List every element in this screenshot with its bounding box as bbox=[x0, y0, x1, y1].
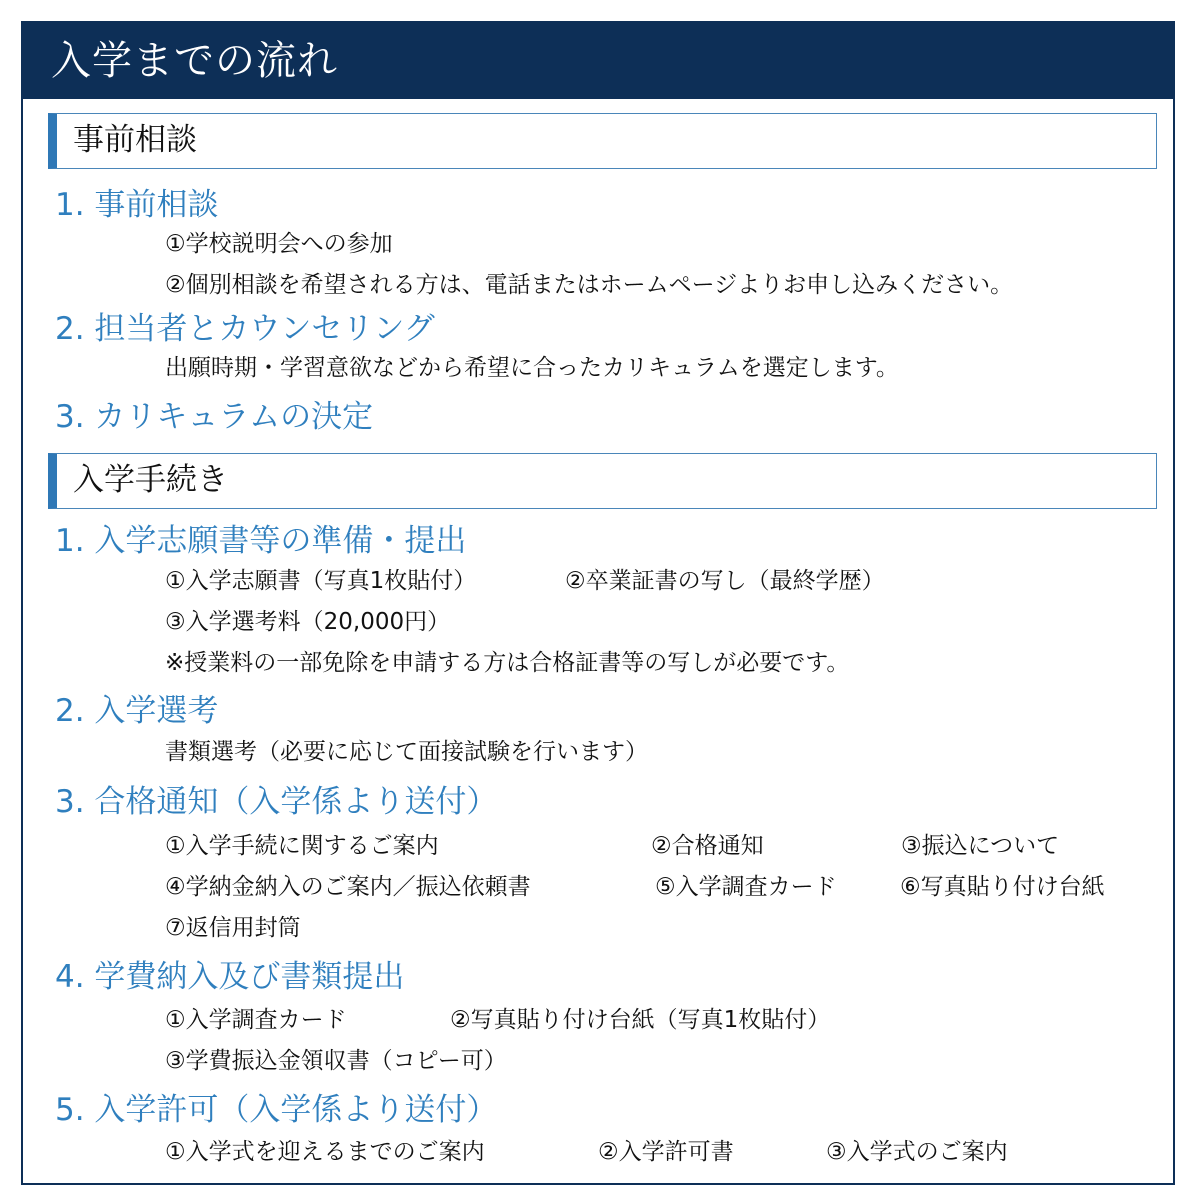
document-item: ⑥写真貼り付け台紙 bbox=[900, 874, 1105, 900]
document-item: ①入学式を迎えるまでのご案内 bbox=[165, 1139, 485, 1165]
step-note: ※授業料の一部免除を申請する方は合格証書等の写しが必要です。 bbox=[165, 650, 850, 676]
section-heading-enrollment: 入学手続き bbox=[48, 453, 1157, 509]
section-heading-consultation: 事前相談 bbox=[48, 113, 1157, 169]
step-detail: 書類選考（必要に応じて面接試験を行います） bbox=[165, 739, 648, 765]
step-heading: 4. 学費納入及び書類提出 bbox=[55, 959, 405, 995]
document-item: ①入学手続に関するご案内 bbox=[165, 833, 439, 859]
document-item: ②合格通知 bbox=[651, 833, 764, 859]
document-item: ⑤入学調査カード bbox=[655, 874, 837, 900]
step-detail: ①学校説明会への参加 bbox=[165, 231, 393, 257]
step-heading: 2. 入学選考 bbox=[55, 693, 219, 729]
step-detail: 出願時期・学習意欲などから希望に合ったカリキュラムを選定します。 bbox=[165, 355, 899, 381]
document-item: ③学費振込金領収書（コピー可） bbox=[165, 1048, 507, 1074]
document-item: ④学納金納入のご案内／振込依頼書 bbox=[165, 874, 531, 900]
content-frame bbox=[21, 21, 1175, 1185]
step-detail: ②個別相談を希望される方は、電話またはホームページよりお申し込みください。 bbox=[165, 272, 1014, 298]
step-heading: 3. 合格通知（入学係より送付） bbox=[55, 784, 498, 820]
step-heading: 3. カリキュラムの決定 bbox=[55, 399, 374, 435]
step-heading: 2. 担当者とカウンセリング bbox=[55, 311, 435, 347]
document-item: ③入学選考料（20,000円） bbox=[165, 609, 451, 635]
step-heading: 1. 入学志願書等の準備・提出 bbox=[55, 523, 467, 559]
document-item: ③入学式のご案内 bbox=[826, 1139, 1008, 1165]
document-item: ⑦返信用封筒 bbox=[165, 915, 301, 941]
document-item: ①入学調査カード bbox=[165, 1007, 347, 1033]
document-item: ②入学許可書 bbox=[598, 1139, 734, 1165]
step-heading: 5. 入学許可（入学係より送付） bbox=[55, 1092, 498, 1128]
document-item: ③振込について bbox=[901, 833, 1060, 859]
document-item: ①入学志願書（写真1枚貼付） bbox=[165, 568, 477, 594]
document-item: ②卒業証書の写し（最終学歴） bbox=[565, 568, 885, 594]
step-heading: 1. 事前相談 bbox=[55, 187, 219, 223]
page-title: 入学までの流れ bbox=[23, 23, 1173, 99]
document-item: ②写真貼り付け台紙（写真1枚貼付） bbox=[450, 1007, 831, 1033]
